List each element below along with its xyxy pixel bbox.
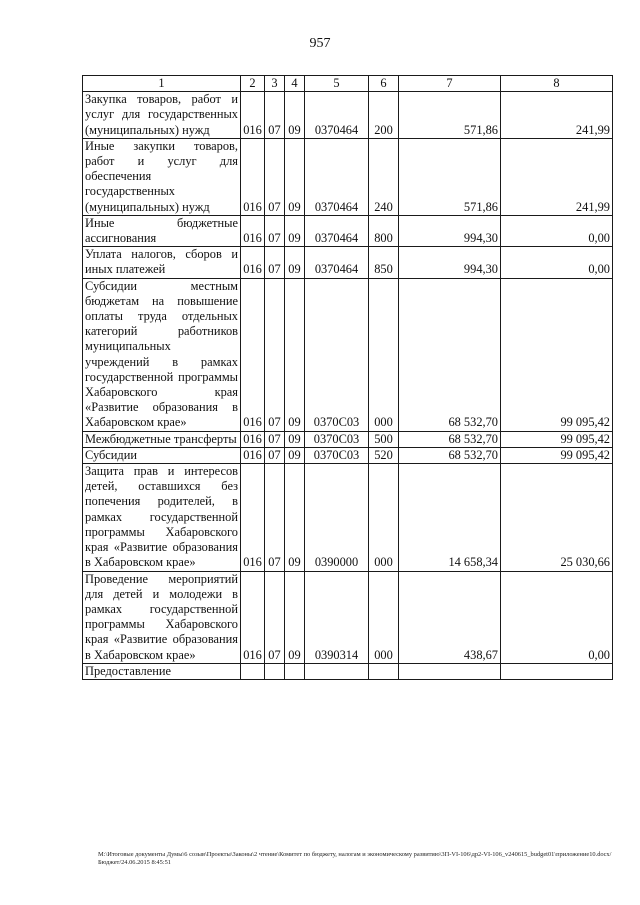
row-subsection: 09 <box>285 278 305 431</box>
row-amount-year2: 25 030,66 <box>501 464 613 571</box>
row-name: Предоставление <box>83 663 241 679</box>
table-row <box>83 464 613 571</box>
column-header-5: 5 <box>305 76 369 92</box>
row-target-article: 0390314 <box>305 571 369 663</box>
row-amount-year1: 571,86 <box>399 138 501 215</box>
row-target-article <box>305 663 369 679</box>
row-admin-code: 016 <box>241 447 265 463</box>
row-amount-year2: 99 095,42 <box>501 431 613 447</box>
column-header-7: 7 <box>399 76 501 92</box>
column-header-8: 8 <box>501 76 613 92</box>
row-amount-year1: 571,86 <box>399 92 501 139</box>
table-row <box>83 215 613 246</box>
row-name: Субсидии <box>83 447 241 463</box>
row-name: Закупка товаров, работ и услуг для государственных (муниципальных) нужд <box>83 92 241 139</box>
row-target-article: 0370464 <box>305 247 369 278</box>
row-expense-type: 000 <box>369 464 399 571</box>
row-admin-code: 016 <box>241 247 265 278</box>
table-row <box>83 138 613 215</box>
row-amount-year1: 14 658,34 <box>399 464 501 571</box>
column-header-2: 2 <box>241 76 265 92</box>
row-expense-type: 000 <box>369 571 399 663</box>
row-name: Защита прав и интересов детей, оставшихся без попечения родителей, в рамках государственной программы Хабаровского края «Развитие образования в Хабаровском крае» <box>83 464 241 571</box>
row-subsection: 09 <box>285 464 305 571</box>
row-admin-code: 016 <box>241 278 265 431</box>
row-name: Иные закупки товаров, работ и услуг для обеспечения государственных (муниципальных) нужд <box>83 138 241 215</box>
row-admin-code: 016 <box>241 138 265 215</box>
row-subsection: 09 <box>285 571 305 663</box>
row-section: 07 <box>265 92 285 139</box>
row-admin-code <box>241 663 265 679</box>
row-amount-year1 <box>399 663 501 679</box>
row-target-article: 0370464 <box>305 215 369 246</box>
column-header-4: 4 <box>285 76 305 92</box>
table-row <box>83 431 613 447</box>
row-target-article: 0370464 <box>305 138 369 215</box>
page-number: 957 <box>309 36 331 51</box>
row-section: 07 <box>265 571 285 663</box>
row-amount-year2: 0,00 <box>501 571 613 663</box>
file-path-footer: M:\Итоговые документы Думы\6 созыв\Проекты\Законы\2 чтение\Комитет по бюджету, налогам и экономическому развитию\3П-VI-106\др2-VI-106_v240615_budget01\приложение10.docx/Бюджет/24.06.2015 8:45:51 <box>98 851 612 866</box>
row-name: Межбюджетные трансферты <box>83 431 241 447</box>
row-section: 07 <box>265 215 285 246</box>
row-admin-code: 016 <box>241 571 265 663</box>
row-section: 07 <box>265 247 285 278</box>
row-name: Субсидии местным бюджетам на повышение оплаты труда отдельных категорий работников муниципальных учреждений в рамках государственной программы Хабаровского края «Развитие образования в Хабаровском крае» <box>83 278 241 431</box>
row-admin-code: 016 <box>241 464 265 571</box>
row-amount-year1: 68 532,70 <box>399 447 501 463</box>
budget-table <box>82 75 613 680</box>
row-amount-year2 <box>501 663 613 679</box>
row-amount-year1: 68 532,70 <box>399 278 501 431</box>
row-subsection: 09 <box>285 247 305 278</box>
table-row <box>83 92 613 139</box>
row-amount-year2: 0,00 <box>501 247 613 278</box>
row-amount-year2: 241,99 <box>501 92 613 139</box>
row-expense-type: 200 <box>369 92 399 139</box>
row-section: 07 <box>265 447 285 463</box>
row-amount-year1: 994,30 <box>399 247 501 278</box>
row-target-article: 0370С03 <box>305 447 369 463</box>
row-target-article: 0370С03 <box>305 278 369 431</box>
column-header-1: 1 <box>83 76 241 92</box>
row-section <box>265 663 285 679</box>
row-expense-type: 000 <box>369 278 399 431</box>
row-subsection: 09 <box>285 138 305 215</box>
row-section: 07 <box>265 464 285 571</box>
row-amount-year1: 68 532,70 <box>399 431 501 447</box>
row-subsection: 09 <box>285 215 305 246</box>
row-amount-year1: 994,30 <box>399 215 501 246</box>
row-admin-code: 016 <box>241 92 265 139</box>
row-target-article: 0390000 <box>305 464 369 571</box>
row-expense-type: 500 <box>369 431 399 447</box>
row-expense-type: 240 <box>369 138 399 215</box>
table-row <box>83 571 613 663</box>
row-name: Уплата налогов, сборов и иных платежей <box>83 247 241 278</box>
row-name: Иные бюджетные ассигнования <box>83 215 241 246</box>
table-row <box>83 247 613 278</box>
row-section: 07 <box>265 431 285 447</box>
row-admin-code: 016 <box>241 215 265 246</box>
row-admin-code: 016 <box>241 431 265 447</box>
row-amount-year1: 438,67 <box>399 571 501 663</box>
row-section: 07 <box>265 278 285 431</box>
row-expense-type: 800 <box>369 215 399 246</box>
row-expense-type <box>369 663 399 679</box>
row-target-article: 0370С03 <box>305 431 369 447</box>
column-header-3: 3 <box>265 76 285 92</box>
row-amount-year2: 99 095,42 <box>501 447 613 463</box>
header-row <box>83 76 613 92</box>
row-subsection: 09 <box>285 431 305 447</box>
row-expense-type: 850 <box>369 247 399 278</box>
row-expense-type: 520 <box>369 447 399 463</box>
row-subsection: 09 <box>285 92 305 139</box>
row-subsection <box>285 663 305 679</box>
row-name: Проведение мероприятий для детей и молодежи в рамках государственной программы Хабаровского края «Развитие образования в Хабаровском крае» <box>83 571 241 663</box>
row-subsection: 09 <box>285 447 305 463</box>
row-amount-year2: 99 095,42 <box>501 278 613 431</box>
row-section: 07 <box>265 138 285 215</box>
row-amount-year2: 0,00 <box>501 215 613 246</box>
table-row <box>83 278 613 431</box>
row-target-article: 0370464 <box>305 92 369 139</box>
column-header-6: 6 <box>369 76 399 92</box>
row-amount-year2: 241,99 <box>501 138 613 215</box>
table-row <box>83 663 613 679</box>
table-row <box>83 447 613 463</box>
